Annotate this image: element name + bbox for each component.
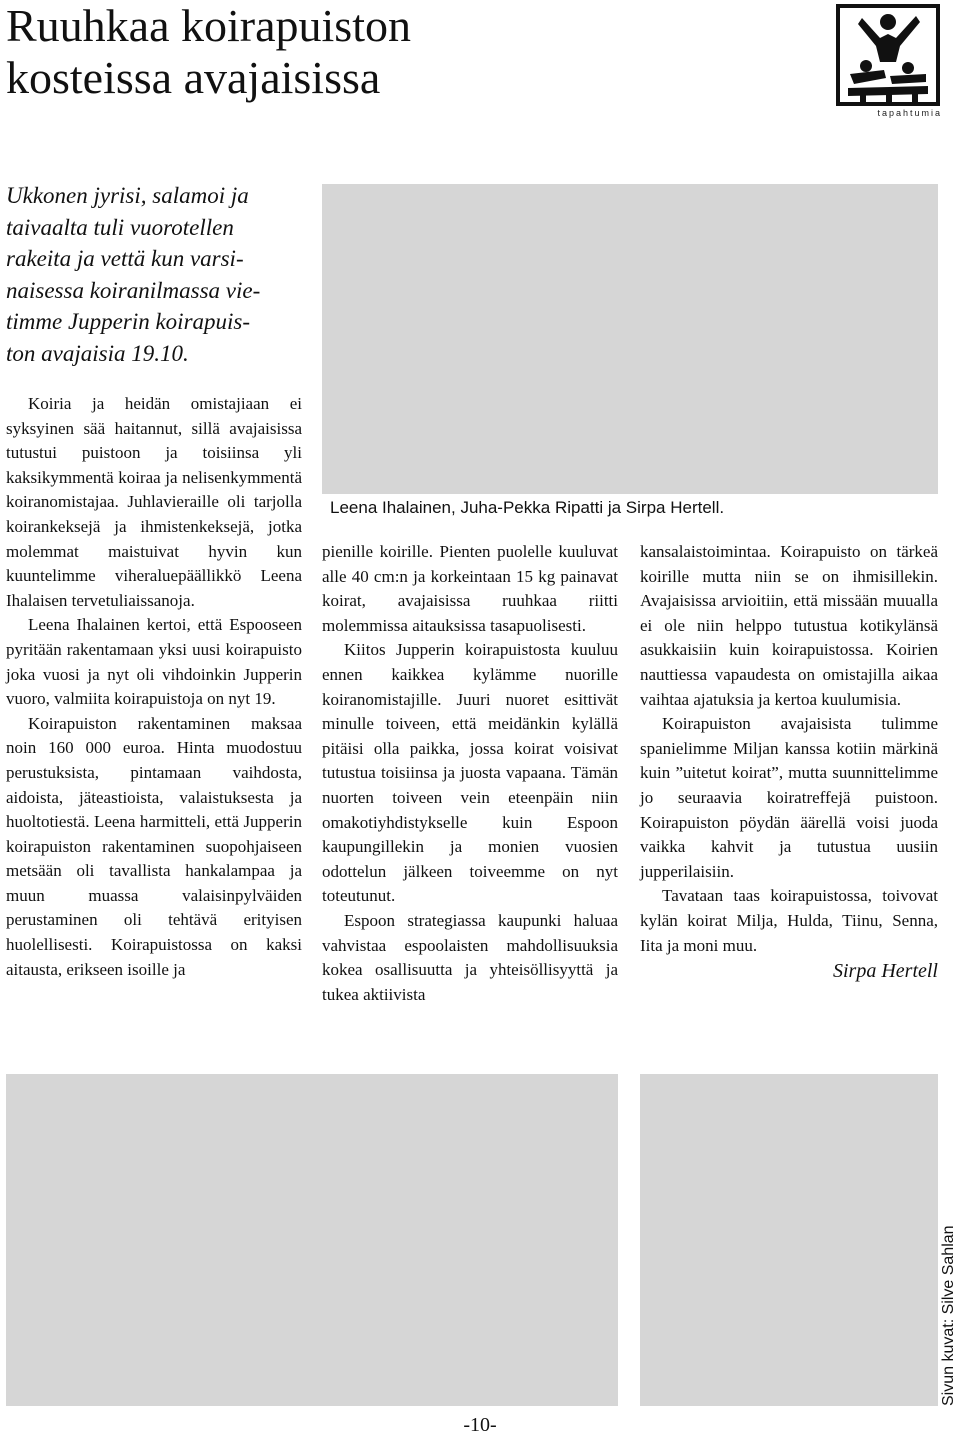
lead-line: taivaalta tuli vuorotellen [6,214,234,240]
photo-credit-text: Sivun kuvat: Silve Sahlan [940,1225,957,1406]
lead-line: timme Jupperin koirapuis- [6,309,251,334]
headline-line-1: Ruuhkaa koirapuiston [6,0,411,51]
lead-line: naisessa koiranilmassa vie- [6,277,261,303]
article-lead [6,180,306,369]
photo-group-of-people-in-rain [6,1074,618,1406]
article-headline [6,0,706,104]
body-paragraph: kansalaistoimintaa. Koirapuisto on tärkeä koirille mutta niin se on ihmisillekin. Avajaisissa arvioitiin, että missään muualla ei ole niin helppo tutustua kotikylänsä asukkaisiin kuin koirapuistossa. Koirien nauttiessa vapaudesta on omistajilla aikaa vaihtaa ajatuksia ja kertoa kuulumisia. [640,542,938,709]
headline-line-2: kosteissa avajaisissa [6,52,381,103]
body-paragraph: Espoon strategiassa kaupunki haluaa vahvistaa espoolaisten mahdollisuuksia kokea osallisuutta ja yhteisöllisyyttä ja tukea aktiivista [322,910,618,1004]
body-paragraph: Koiria ja heidän omistajiaan ei syksyinen sää haitannut, sillä avajaisissa tutustui puistoon ja toisiinsa yli kaksikymmentä koiraa ja nelisenkymmentä koiranomistajaa. Juhlavieraille oli tarjolla koirankeksejä ja ihmistenkeksejä, jotka molemmat maistuivat hyvin kun kuuntelimme viheraluepäällikkö Leena Ihalaisen tervetuliaissanoja. [6,394,302,610]
body-paragraph: Koirapuiston avajaisista tulimme spanielimme Miljan kanssa kotiin märkinä kuin ”uitetut koirat”, mutta suunnittelimme jo seuraavia koiratreffejä puistoon. Koirapuiston pöydän äärellä voisi juoda vaikka kahvit ja tutustua uusiin jupperilaisiin. [640,714,938,881]
photo-credit [938,1188,960,1406]
lead-line: rakeita ja vettä kun varsi- [6,246,244,271]
people-stack-logo-icon [836,4,940,106]
photo-caption: Leena Ihalainen, Juha-Pekka Ripatti ja Sirpa Hertell. [330,498,725,517]
section-logo [836,4,940,120]
author-signature: Sirpa Hertell [833,960,938,983]
lead-line: ton avajaisia 19.10. [6,340,189,366]
body-paragraph: Koirapuiston rakentaminen maksaa noin 160 000 euroa. Hinta muodostuu perustuksista, pintamaan vaihdosta, aidoista, jäteastioista, valaistuksesta ja huoltotiestä. Leena harmitteli, että Jupperin koirapuiston rakentaminen suopohjaiseen metsään oli tavallista hankalampaa ja muun muassa valaisinpylväiden perustaminen oli tehtävä erityisen huolellisesti. Koirapuistossa on kaksi aitausta, erikseen isoille ja [6,713,302,979]
body-paragraph: Leena Ihalainen kertoi, että Espooseen pyritään rakentamaan yksi uusi koirapuisto joka vuosi ja nyt oli vihdoinkin Jupperin vuoro, valmiita koirapuistoja on nyt 19. [6,615,302,709]
body-column-1 [6,392,302,982]
body-column-3 [640,540,938,984]
lead-line: Ukkonen jyrisi, salamoi ja [6,183,249,208]
logo-text: tapahtumia [877,108,942,118]
photo-three-people-umbrellas [322,184,938,494]
body-column-2 [322,540,618,1007]
photo-dog-in-reflective-coat [640,1074,938,1406]
body-paragraph: pienille koirille. Pienten puolelle kuuluvat alle 40 cm:n ja korkeintaan 15 kg painavat koirat, avajaisissa ruuhkaa riitti molemmissa aitauksissa tasapuolisesti. [322,542,618,635]
body-paragraph: Kiitos Jupperin koirapuistosta kuuluu ennen kaikkea kylämme nuorille koiranomistajille. Juuri nuoret esittivät minulle toiveen, että meidänkin kylällä pitäisi olla paikka, jossa koirat voisivat tutustua toisiinsa ja juosta vapaana. Tämän nuorten toiveen vein eteenpäin niin omakotiyhdistykselle kuin Espoon kaupungillekin ja monien vuosien odottelun jälkeen toiveemme on nyt toteutunut. [322,640,618,906]
page-number: -10- [463,1414,497,1436]
body-paragraph: Tavataan taas koirapuistossa, toivovat kylän koirat Milja, Hulda, Tiinu, Senna, Iita ja moni muu. [640,886,938,955]
